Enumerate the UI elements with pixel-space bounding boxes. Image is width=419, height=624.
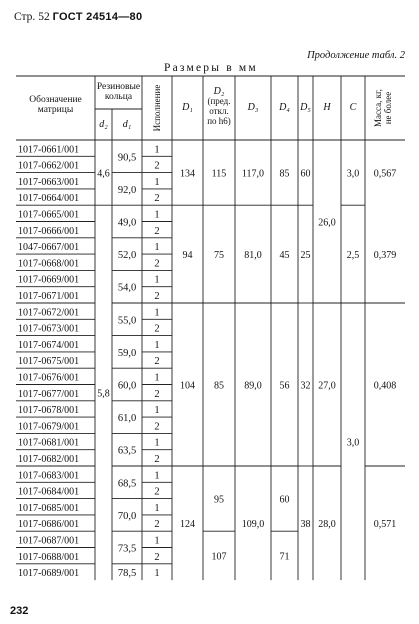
cell-D1: 124 <box>180 519 195 531</box>
continuation-note: Продолжение табл. 2 <box>307 50 405 61</box>
table-caption: Размеры в мм <box>164 62 258 74</box>
col-header-d1: d₁ <box>122 119 132 130</box>
cell-d1: 73,5 <box>117 543 137 555</box>
cell-d1: 68,5 <box>117 478 137 490</box>
cell-d1: 60,0 <box>117 380 137 392</box>
col-header-D2: по h6) <box>207 116 231 126</box>
col-header-D3: D₃ <box>247 102 259 113</box>
row-designation: 1017-0673/001 <box>18 323 80 335</box>
cell-d1: 70,0 <box>117 510 137 522</box>
row-designation: 1017-0685/001 <box>18 502 80 514</box>
page-prefix: Стр. <box>14 11 36 23</box>
cell-d1: 49,0 <box>117 217 137 229</box>
col-header-d2: d₂ <box>99 119 108 130</box>
cell-d1: 63,5 <box>117 445 137 457</box>
row-version: 1 <box>154 502 160 514</box>
cell-D5: 32 <box>300 380 311 392</box>
row-version: 1 <box>154 437 160 449</box>
col-header-D2: откл. <box>209 106 229 116</box>
row-version: 2 <box>154 388 160 400</box>
row-designation: 1017-0666/001 <box>18 225 80 237</box>
row-designation: 1017-0678/001 <box>18 405 80 417</box>
row-designation: 1017-0677/001 <box>18 388 80 400</box>
row-version: 2 <box>154 258 160 270</box>
cell-mass: 0,379 <box>373 250 397 262</box>
row-version: 2 <box>154 421 160 433</box>
cell-D5: 60 <box>300 168 311 180</box>
col-header-rings: кольца <box>104 92 133 102</box>
col-header-rings: Резиновые <box>96 82 141 92</box>
cell-D3: 81,0 <box>244 250 262 262</box>
row-designation: 1017-0676/001 <box>18 372 80 384</box>
col-header-designation: матрицы <box>37 105 74 115</box>
cell-D4: 60 <box>279 494 290 506</box>
row-designation: 1017-0662/001 <box>18 160 80 172</box>
col-header-mass: Масса, кг, <box>373 89 383 127</box>
cell-d2: 4,6 <box>97 168 110 180</box>
row-designation: 1017-0689/001 <box>18 568 80 580</box>
cell-H: 26,0 <box>318 217 336 229</box>
cell-D2: 95 <box>214 494 224 506</box>
row-designation: 1017-0686/001 <box>18 519 80 531</box>
row-designation: 1017-0668/001 <box>18 258 80 270</box>
row-designation: 1017-0665/001 <box>18 209 80 221</box>
row-version: 1 <box>154 372 160 384</box>
col-header-version: Исполнение <box>152 84 162 132</box>
col-header-mass: не более <box>383 91 393 125</box>
row-designation: 1017-0683/001 <box>18 470 80 482</box>
row-designation: 1017-0672/001 <box>18 307 80 319</box>
cell-mass: 0,408 <box>373 380 397 392</box>
cell-d1: 61,0 <box>117 413 137 425</box>
cell-d1: 55,0 <box>117 315 137 327</box>
col-header-designation: Обозначение <box>29 95 82 105</box>
row-designation: 1017-0687/001 <box>18 535 80 547</box>
cell-d1: 52,0 <box>117 250 137 262</box>
cell-d1: 78,5 <box>117 567 137 579</box>
row-version: 2 <box>154 454 160 465</box>
row-version: 1 <box>154 535 160 547</box>
col-header-D1: D₁ <box>182 102 193 113</box>
row-designation: 1017-0661/001 <box>18 144 80 156</box>
cell-D3: 89,0 <box>244 380 262 392</box>
page-num: 52 <box>38 11 50 23</box>
cell-D4: 71 <box>279 551 290 563</box>
row-version: 2 <box>154 225 160 237</box>
cell-D5: 25 <box>300 250 311 262</box>
row-designation: 1017-0682/001 <box>18 454 80 465</box>
cell-D2: 85 <box>214 380 224 392</box>
cell-D4: 85 <box>279 168 290 180</box>
row-version: 1 <box>154 209 160 221</box>
standard-code: ГОСТ 24514—80 <box>52 11 143 23</box>
row-designation: 1017-0664/001 <box>18 193 80 205</box>
cell-d2: 5,8 <box>97 388 110 400</box>
cell-D4: 56 <box>279 380 290 392</box>
row-version: 1 <box>154 307 160 319</box>
row-version: 2 <box>154 519 160 531</box>
row-version: 1 <box>154 144 160 156</box>
row-version: 1 <box>154 470 160 482</box>
col-header-C: C <box>349 102 357 113</box>
col-header-D2: (пред. <box>207 96 231 106</box>
cell-D3: 109,0 <box>241 519 265 531</box>
col-header-D5: D₅ <box>300 102 311 113</box>
row-version: 2 <box>154 486 160 498</box>
cell-D4: 45 <box>279 250 290 262</box>
row-version: 1 <box>154 274 160 286</box>
cell-D2: 75 <box>214 250 224 262</box>
cell-d1: 92,0 <box>117 184 137 196</box>
cell-C: 2,5 <box>346 250 360 262</box>
row-version: 1 <box>154 242 160 254</box>
cell-H: 27,0 <box>318 380 336 392</box>
row-version: 2 <box>154 193 160 205</box>
row-designation: 1017-0684/001 <box>18 486 80 498</box>
cell-d1: 54,0 <box>117 282 137 294</box>
cell-D5: 38 <box>300 519 311 531</box>
row-version: 1 <box>154 405 160 417</box>
row-designation: 1017-0663/001 <box>18 176 80 188</box>
row-version: 2 <box>154 323 160 335</box>
cell-mass: 0,571 <box>373 519 397 531</box>
cell-D3: 117,0 <box>241 168 265 180</box>
col-header-D2: D₂ <box>213 86 225 97</box>
row-version: 2 <box>154 356 160 368</box>
row-designation: 1017-0674/001 <box>18 339 80 351</box>
col-header-D4: D₄ <box>279 102 290 113</box>
row-version: 2 <box>154 160 160 172</box>
row-designation: 1047-0667/001 <box>18 242 80 254</box>
cell-C: 3,0 <box>346 168 360 180</box>
cell-D2: 107 <box>211 551 227 563</box>
row-designation: 1017-0675/001 <box>18 356 80 368</box>
row-designation: 1017-0669/001 <box>18 274 80 286</box>
row-designation: 1017-0688/001 <box>18 551 80 563</box>
cell-D2: 115 <box>211 168 227 180</box>
row-version: 1 <box>154 176 160 188</box>
cell-D1: 134 <box>180 168 195 180</box>
row-designation: 1017-0679/001 <box>18 421 80 433</box>
cell-C: 3,0 <box>346 437 360 449</box>
page-number: 232 <box>10 605 29 617</box>
row-version: 1 <box>154 568 160 580</box>
row-designation: 1017-0681/001 <box>18 437 80 449</box>
cell-d1: 90,5 <box>117 152 137 164</box>
row-version: 2 <box>154 291 160 302</box>
cell-H: 28,0 <box>318 519 336 531</box>
row-version: 1 <box>154 339 160 351</box>
cell-mass: 0,567 <box>373 168 397 180</box>
cell-D1: 104 <box>180 380 195 392</box>
cell-d1: 59,0 <box>117 347 137 359</box>
col-header-H: H <box>323 102 331 113</box>
row-designation: 1017-0671/001 <box>18 291 80 302</box>
row-version: 2 <box>154 551 160 563</box>
cell-D1: 94 <box>182 250 193 262</box>
